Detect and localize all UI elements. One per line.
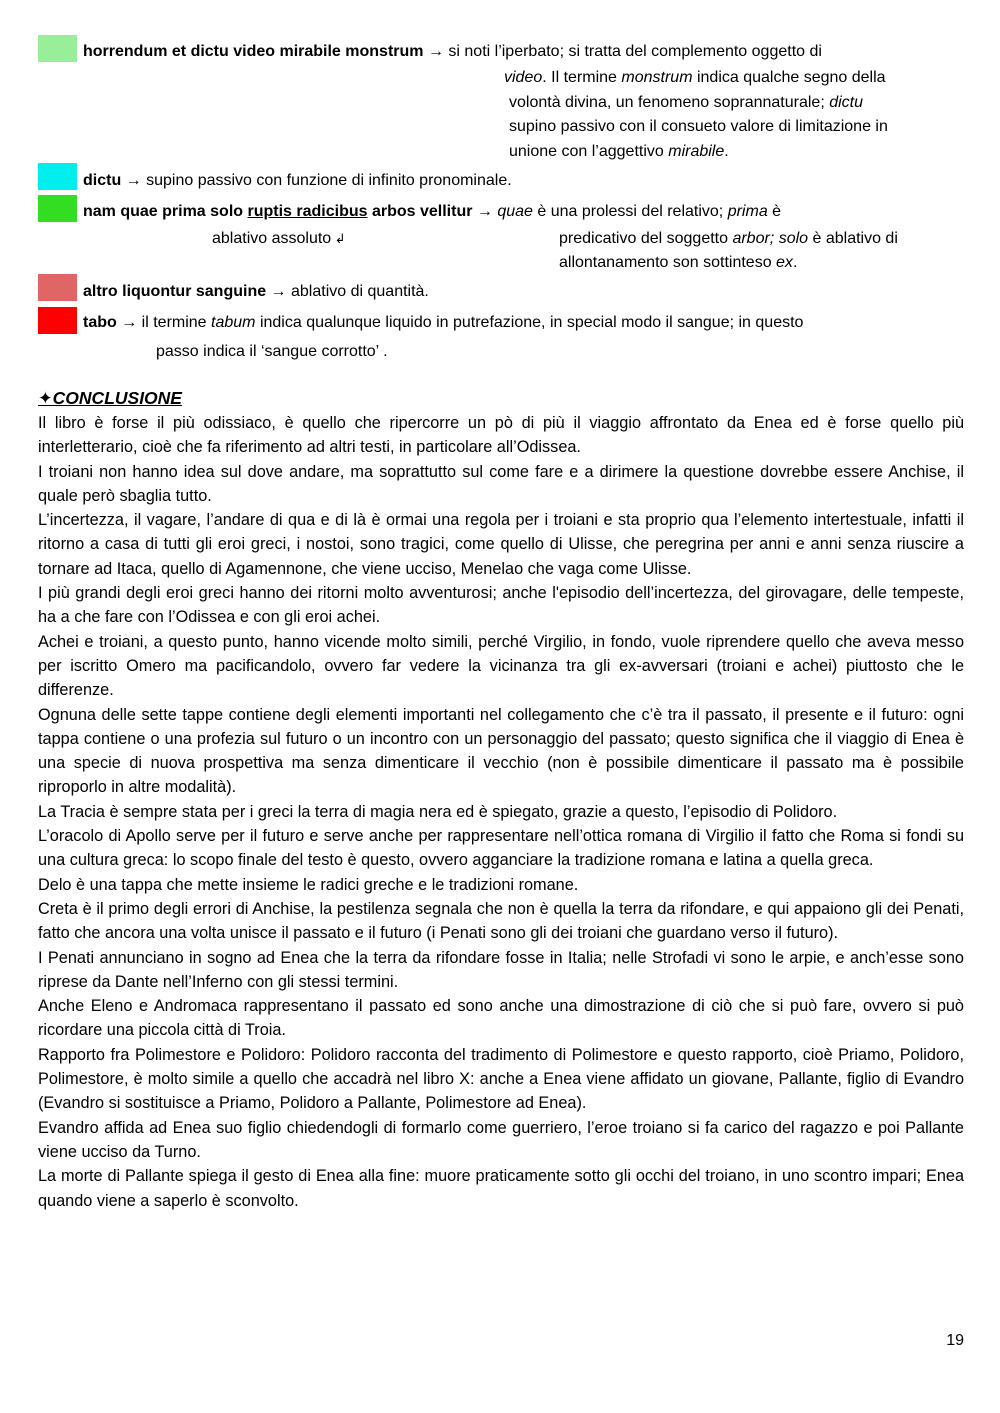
paragraph: La Tracia è sempre stata per i greci la terra di magia nera ed è spiegato, grazie a questo, l’episodio di Polidoro. — [38, 802, 838, 821]
return-arrow-icon: ↲ — [331, 231, 346, 246]
conclusion-body — [38, 411, 964, 1213]
paragraph: Delo è una tappa che mette insieme le radici greche e le tradizioni romane. — [38, 875, 579, 894]
highlight-swatch-cyan — [38, 163, 77, 190]
note-dictu: dictu → supino passivo con funzione di infinito pronominale. — [83, 172, 512, 189]
note-term: horrendum et dictu video mirabile monstrum — [83, 43, 424, 60]
highlight-swatch-light-green — [38, 35, 77, 62]
paragraph: Achei e troiani, a questo punto, hanno vicende molto simili, perché Virgilio, in fondo, vuole riprendere quello che aveva messo per iscritto Omero ma pacificandolo, ovvero far vedere la vicinanza tra gli ex-avversari (troiani e achei) piuttosto che le differenze. — [38, 632, 964, 700]
note-horrendum-line-4: supino passivo con il consueto valore di limitazione in — [509, 118, 888, 135]
note-horrendum-line-1 — [83, 39, 822, 64]
note-term: dictu — [83, 172, 122, 189]
note-nam-quae-line-1: nam quae prima solo ruptis radicibus arbos vellitur → quae è una prolessi del relativo; prima è — [83, 203, 782, 220]
paragraph: Creta è il primo degli errori di Anchise, la pestilenza segnala che non è quella la terra da rifondare, e qui appaiono gli dei Penati, fatto che ancora una volta unisce il passato e il futuro (i Penati sono gli dei troiani che guardano verso il futuro). — [38, 899, 964, 943]
paragraph: I più grandi degli eroi greci hanno dei ritorni molto avventurosi; anche l'episodio dell’incertezza, del girovagare, delle tempeste, ha a che fare con l’Odissea e con gli eroi achei. — [38, 584, 964, 627]
paragraph: Il libro è forse il più odissiaco, è quello che ripercorre un pò di più il viaggio affrontato da Enea ed è forse quello più interletterario, cioè che fa riferimento ad altri testi, in particolare all’Odissea. — [38, 414, 964, 457]
paragraph: L’oracolo di Apollo serve per il futuro e serve anche per rappresentare nell’ottica romana di Virgilio il fatto che Roma si fondi su una cultura greca: lo scopo finale del testo è questo, ovvero agganciare la tradizione romana e latina a quella greca. — [38, 827, 964, 870]
paragraph: I troiani non hanno idea sul dove andare, ma soprattutto sul come fare e a dirimere la questione dovrebbe essere Anchise, il quale però sbaglia tutto. — [38, 462, 964, 505]
note-nam-quae-sub-left: ablativo assoluto ↲ — [212, 230, 346, 247]
paragraph: Rapporto fra Polimestore e Polidoro: Polidoro racconta del tradimento di Polimestore e questo rapporto, cioè Priamo, Polidoro, Polimestore, è molto simile a quello che accadrà nel libro X: anche a Enea viene affidato un giovane, Pallante, figlio di Evandro (Evandro si sostituisce a Priamo, Polidoro a Pallante, Polimestore ad Enea). — [38, 1045, 964, 1113]
note-nam-quae-line-2: predicativo del soggetto arbor; solo è ablativo di — [559, 230, 898, 247]
paragraph: Ognuna delle sette tappe contiene degli elementi importanti nel collegamento che c’è tra il passato, il presente e il futuro: ogni tappa contiene o una profezia sul futuro o un incontro con un personaggio del passato; questo significa che il viaggio di Enea è una specie di nuova prospettiva ma senza dimenticare il vecchio (non è possibile dimenticare il passato ma è possibile riproporlo in altre modalità). — [38, 705, 964, 797]
highlight-swatch-green — [38, 195, 77, 222]
paragraph: Anche Eleno e Andromaca rappresentano il passato ed sono anche una dimostrazione di ciò che si può fare, ovvero si può ricordare una piccola città di Troia. — [38, 997, 964, 1040]
note-altro-liquontur: altro liquontur sanguine → ablativo di quantità. — [83, 283, 429, 300]
note-nam-quae-line-3: allontanamento son sottinteso ex. — [559, 254, 798, 271]
section-heading-conclusione: ✦CONCLUSIONE — [38, 388, 182, 408]
note-tabo-line-1: tabo → il termine tabum indica qualunque liquido in putrefazione, in special modo il sangue; in questo — [83, 314, 804, 331]
note-text: → si noti l’iperbato; si tratta del complemento oggetto di — [423, 43, 822, 60]
note-term: tabo — [83, 314, 117, 331]
note-horrendum-line-5: unione con l’aggettivo mirabile. — [509, 143, 729, 160]
note-term: altro liquontur sanguine — [83, 283, 267, 300]
highlight-swatch-salmon — [38, 274, 77, 301]
page-number: 19 — [946, 1332, 964, 1349]
paragraph: Evandro affida ad Enea suo figlio chiedendogli di formarlo come guerriero, l’eroe troiano si fa carico del ragazzo e poi Pallante viene ucciso da Turno. — [38, 1118, 964, 1161]
paragraph: I Penati annunciano in sogno ad Enea che la terra da rifondare fosse in Italia; nelle Strofadi vi sono le arpie, e anch’esse sono riprese da Dante nell’Inferno con gli stessi termini. — [38, 948, 964, 991]
note-horrendum-line-3: volontà divina, un fenomeno soprannaturale; dictu — [509, 94, 864, 111]
note-tabo-line-2: passo indica il ‘sangue corrotto’ . — [156, 343, 388, 360]
note-horrendum-line-2: video. Il termine monstrum indica qualche segno della — [504, 69, 886, 86]
paragraph: La morte di Pallante spiega il gesto di Enea alla fine: muore praticamente sotto gli occhi del troiano, in uno scontro impari; Enea quando viene a saperlo è sconvolto. — [38, 1167, 964, 1210]
highlight-swatch-red — [38, 307, 77, 334]
paragraph: L’incertezza, il vagare, l’andare di qua e di là è ormai una regola per i troiani e sta proprio qua l’elemento intertestuale, infatti il ritorno a casa di tutti gli eroi greci, i nostoi, sono tragici, come quello di Ulisse, che peregrina per anni e anni senza riuscire a tornare ad Itaca, quello di Agamennone, che viene ucciso, Menelao che vaga come Ulisse. — [38, 511, 964, 578]
